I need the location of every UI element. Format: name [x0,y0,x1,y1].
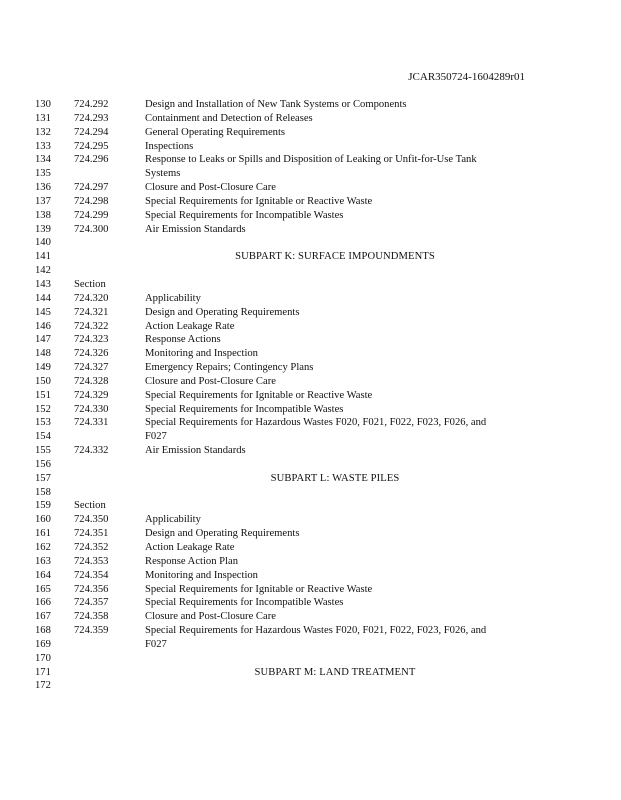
line-number: 145 [35,306,51,318]
section-title: Response Actions [145,334,221,346]
document-line [0,375,621,389]
document-line [0,126,621,140]
document-line [0,527,621,541]
section-title: Special Requirements for Incompatible Wastes [145,403,344,415]
line-list [0,98,621,693]
document-line [0,361,621,375]
section-title: Special Requirements for Ignitable or Reactive Waste [145,389,373,401]
subpart-heading: SUBPART L: WASTE PILES [270,472,400,484]
section-title: General Operating Requirements [145,126,286,138]
document-line [0,569,621,583]
section-number: Section [74,278,106,290]
line-number: 140 [35,237,51,249]
section-number: 724.351 [74,528,109,540]
document-line [0,347,621,361]
document-line [0,679,621,693]
line-number: 134 [35,154,51,166]
document-line [0,333,621,347]
section-title: Closure and Post-Closure Care [145,182,276,194]
section-number: 724.354 [74,569,109,581]
document-line [0,195,621,209]
line-number: 153 [35,417,51,429]
line-number: 136 [35,182,51,194]
document-line [0,320,621,334]
section-number: 724.321 [74,306,109,318]
document-line [0,389,621,403]
line-number: 166 [35,597,51,609]
line-number: 163 [35,555,51,567]
document-line [0,167,621,181]
line-number: 148 [35,348,51,360]
section-number: 724.331 [74,417,109,429]
document-line [0,112,621,126]
section-title: Air Emission Standards [145,223,246,235]
line-number: 147 [35,334,51,346]
section-title: Air Emission Standards [145,445,246,457]
line-number: 169 [35,638,51,650]
document-line [0,403,621,417]
section-number: 724.352 [74,542,109,553]
document-line [0,250,621,264]
section-title: Response Action Plan [145,555,238,567]
section-title: Action Leakage Rate [145,542,235,553]
document-line [0,596,621,610]
section-number: 724.332 [74,445,109,457]
line-number: 165 [35,583,51,595]
document-line [0,666,621,680]
line-number: 139 [35,223,51,235]
document-line [0,472,621,486]
document-line [0,513,621,527]
document-line [0,98,621,112]
section-number: 724.350 [74,514,109,526]
section-number: 724.299 [74,209,109,221]
section-title: Special Requirements for Hazardous Wastes F020, F021, F022, F023, F026, and [145,625,487,637]
line-number: 170 [35,652,51,664]
section-number: 724.356 [74,583,109,595]
line-number: 164 [35,569,51,581]
document-line [0,652,621,666]
section-number: 724.294 [74,126,109,138]
section-title: Design and Operating Requirements [145,528,300,540]
section-title: Applicability [145,292,201,304]
document-line [0,292,621,306]
section-number: 724.357 [74,597,109,609]
line-number: 162 [35,542,51,553]
section-number: 724.329 [74,389,109,401]
line-number: 157 [35,472,51,484]
document-line [0,638,621,652]
section-title: Containment and Detection of Releases [145,112,313,124]
document-line [0,430,621,444]
line-number: 172 [35,680,51,692]
document-line [0,181,621,195]
document-line [0,278,621,292]
line-number: 142 [35,265,51,277]
section-number: 724.298 [74,195,109,207]
section-number: Section [74,500,106,512]
document-line [0,306,621,320]
line-number: 151 [35,389,51,401]
section-title: Special Requirements for Incompatible Wastes [145,597,344,609]
document-line [0,610,621,624]
line-number: 155 [35,445,51,457]
document-line [0,583,621,597]
section-title: Monitoring and Inspection [145,569,258,581]
section-title: Special Requirements for Ignitable or Reactive Waste [145,583,373,595]
subpart-heading: SUBPART K: SURFACE IMPOUNDMENTS [235,251,435,263]
line-number: 167 [35,611,51,623]
section-title: Special Requirements for Ignitable or Reactive Waste [145,195,373,207]
section-number: 724.353 [74,555,109,567]
line-number: 158 [35,486,51,498]
section-number: 724.326 [74,348,109,360]
document-line [0,499,621,513]
line-number: 137 [35,195,51,207]
section-title: Special Requirements for Hazardous Wastes F020, F021, F022, F023, F026, and [145,417,487,429]
document-line [0,209,621,223]
document-id: JCAR350724-1604289r01 [408,71,525,83]
section-number: 724.300 [74,223,109,235]
document-line [0,236,621,250]
document-line [0,486,621,500]
section-number: 724.328 [74,375,109,387]
line-number: 146 [35,320,51,332]
section-title: Inspections [145,140,194,152]
document-line [0,264,621,278]
line-number: 141 [35,251,51,263]
section-title: Design and Installation of New Tank Systems or Components [145,99,407,110]
line-number: 159 [35,500,51,512]
line-number: 154 [35,431,51,443]
section-number: 724.327 [74,362,109,374]
section-number: 724.359 [74,625,109,637]
line-number: 152 [35,403,51,415]
section-number: 724.296 [74,154,109,166]
line-number: 171 [35,666,51,678]
line-number: 143 [35,278,51,290]
section-title: Special Requirements for Incompatible Wastes [145,209,344,221]
line-number: 135 [35,168,51,180]
line-number: 156 [35,458,51,470]
section-number: 724.330 [74,403,109,415]
section-title: Design and Operating Requirements [145,306,300,318]
section-number: 724.323 [74,334,109,346]
line-number: 130 [35,99,51,110]
section-title: Closure and Post-Closure Care [145,611,276,623]
line-number: 131 [35,112,51,124]
line-number: 161 [35,528,51,540]
section-number: 724.292 [74,99,109,110]
section-title: F027 [145,431,167,443]
section-number: 724.322 [74,320,109,332]
section-title: Response to Leaks or Spills and Disposition of Leaking or Unfit-for-Use Tank [145,154,477,166]
document-line [0,223,621,237]
section-number: 724.358 [74,611,109,623]
line-number: 132 [35,126,51,138]
document-line [0,416,621,430]
document-line [0,555,621,569]
section-title: Systems [145,168,181,180]
line-number: 149 [35,362,51,374]
subpart-heading: SUBPART M: LAND TREATMENT [254,666,416,678]
section-title: Applicability [145,514,201,526]
document-line [0,153,621,167]
document-line [0,458,621,472]
line-number: 168 [35,625,51,637]
section-number: 724.297 [74,182,109,194]
section-number: 724.295 [74,140,109,152]
line-number: 133 [35,140,51,152]
line-number: 160 [35,514,51,526]
document-line [0,541,621,555]
section-title: Action Leakage Rate [145,320,235,332]
document-line [0,140,621,154]
line-number: 144 [35,292,51,304]
section-number: 724.293 [74,112,109,124]
line-number: 150 [35,375,51,387]
section-title: Emergency Repairs; Contingency Plans [145,362,314,374]
line-number: 138 [35,209,51,221]
section-title: F027 [145,638,167,650]
section-title: Closure and Post-Closure Care [145,375,276,387]
section-title: Monitoring and Inspection [145,348,258,360]
document-line [0,444,621,458]
section-number: 724.320 [74,292,109,304]
document-line [0,624,621,638]
